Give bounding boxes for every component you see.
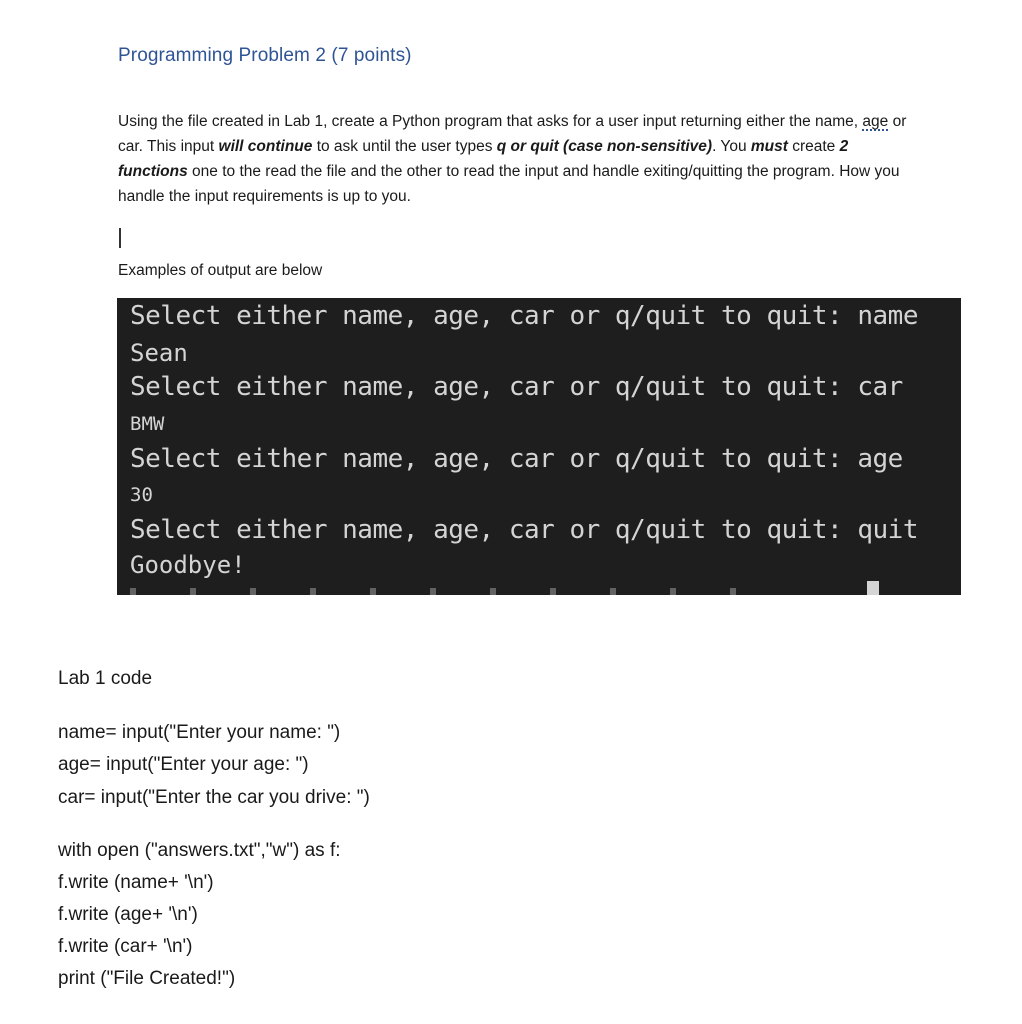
desc-text-age: age <box>862 113 889 130</box>
desc-text-5: create <box>787 138 840 155</box>
code-line: with open ("answers.txt","w") as f: <box>58 840 341 861</box>
code-line: name= input("Enter your name: ") <box>58 722 341 743</box>
desc-emphasis-must: must <box>750 138 788 155</box>
desc-emphasis-q-or-quit: q or quit (case non-sensitive) <box>496 138 713 155</box>
problem-heading: Programming Problem 2 (7 points) <box>118 45 412 66</box>
terminal-line: BMW <box>130 413 165 435</box>
text-cursor <box>119 228 121 248</box>
terminal-line: Select either name, age, car or q/quit to quit: quit <box>130 515 918 545</box>
desc-text-1: Using the file created in Lab 1, create a Python program that asks for a user input returning either the name, <box>118 113 863 130</box>
desc-text-3: to ask until the user types <box>312 138 497 155</box>
terminal-line: Goodbye! <box>130 551 246 579</box>
lab-code-title: Lab 1 code <box>58 668 153 689</box>
code-line: f.write (name+ '\n') <box>58 872 214 893</box>
terminal-cropped-text <box>130 588 770 595</box>
terminal-output-screenshot <box>117 298 961 595</box>
examples-label: Examples of output are below <box>118 262 323 279</box>
desc-text-4: . You <box>712 138 751 155</box>
desc-emphasis-will-continue: will continue <box>218 138 313 155</box>
terminal-caret <box>867 581 879 595</box>
code-line: f.write (car+ '\n') <box>58 936 193 957</box>
terminal-line: 30 <box>130 484 153 506</box>
code-line: age= input("Enter your age: ") <box>58 754 309 775</box>
code-line: print ("File Created!") <box>58 968 236 989</box>
code-line: car= input("Enter the car you drive: ") <box>58 787 370 808</box>
terminal-line: Sean <box>130 339 188 367</box>
desc-emphasis-2-functions: 2 functions <box>118 138 849 180</box>
terminal-line: Select either name, age, car or q/quit to quit: car <box>130 372 903 402</box>
desc-text-6: one to the read the file and the other to read the input and handle exiting/quitting the program. How you handle the input requirements is up to you. <box>118 163 900 205</box>
code-line: f.write (age+ '\n') <box>58 904 198 925</box>
terminal-line: Select either name, age, car or q/quit to quit: age <box>130 444 903 474</box>
terminal-line: Select either name, age, car or q/quit to quit: name <box>130 301 918 331</box>
desc-text-2: or car. This input <box>118 113 907 155</box>
problem-description <box>118 109 918 209</box>
